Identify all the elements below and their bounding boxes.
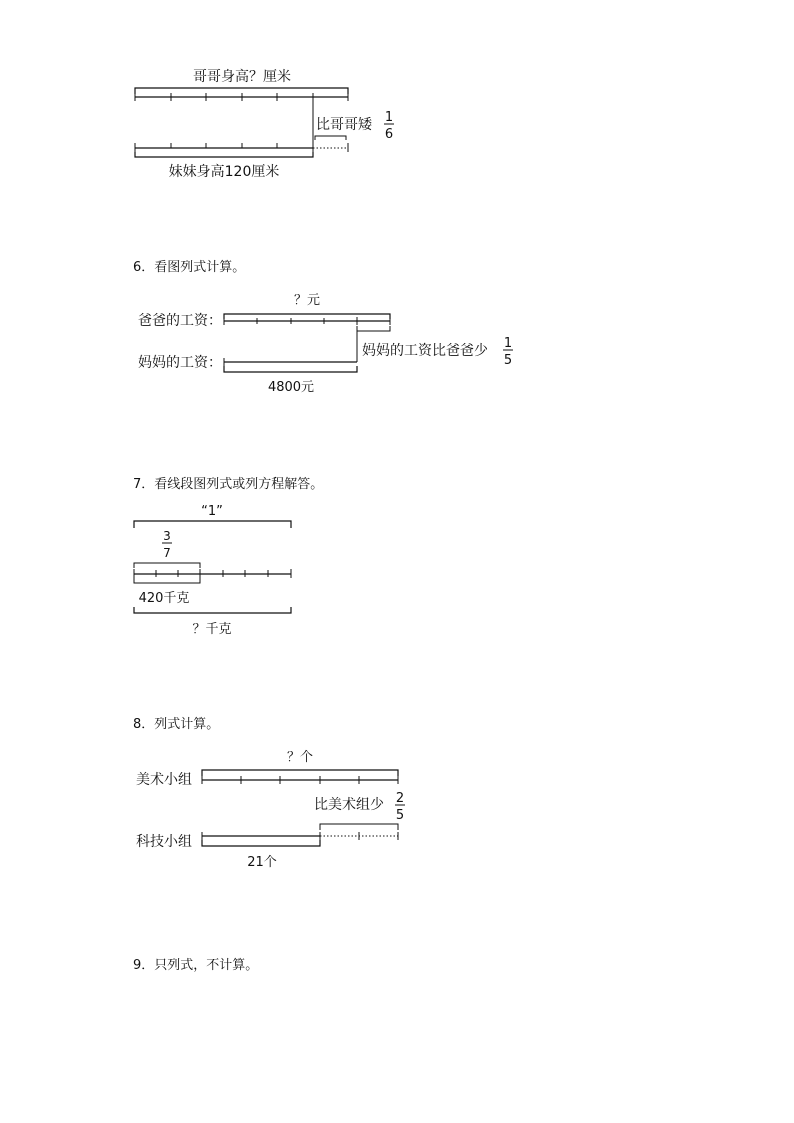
- question-7-diagram: [134, 504, 291, 637]
- q6-frac-numerator: 1: [503, 336, 513, 351]
- q8-side-label: 比美术组少: [314, 797, 384, 813]
- question-6-diagram: [138, 293, 513, 395]
- q6-row2-label: 妈妈的工资：: [138, 355, 222, 371]
- q6-top-brace: [224, 314, 390, 319]
- q8-bottom-label: 21个: [247, 855, 277, 870]
- q8-top-label: ？个: [286, 750, 314, 765]
- question-8-heading: 8．列式计算。: [133, 717, 220, 732]
- q6-bottom-brace: [224, 366, 357, 372]
- q7-bottom-label: ？千克: [192, 622, 232, 637]
- fig5-top-label: 哥哥身高？厘米: [193, 69, 291, 85]
- q8-difference-brace: [320, 824, 398, 830]
- q8-frac-numerator: 2: [395, 791, 405, 806]
- q7-top-label: “1”: [201, 504, 223, 519]
- question-9-heading: 9．只列式，不计算。: [133, 958, 259, 973]
- q6-row1-label: 爸爸的工资：: [138, 313, 222, 329]
- fig5-bottom-label: 妹妹身高120厘米: [168, 164, 280, 180]
- q7-part-top-brace: [134, 563, 200, 568]
- figure-5-diagram: [135, 68, 394, 180]
- q8-row2-label: 科技小组: [136, 834, 192, 850]
- fig5-frac-denominator: 6: [384, 127, 394, 142]
- q6-side-label: 妈妈的工资比爸爸少: [362, 343, 488, 359]
- q7-part-bottom-brace: [134, 578, 200, 583]
- q6-bottom-label: 4800元: [267, 380, 315, 395]
- q7-frac-numerator: 3: [163, 529, 171, 543]
- question-7-heading: 7．看线段图列式或列方程解答。: [133, 477, 324, 492]
- fig5-difference-brace: [315, 136, 346, 140]
- q8-frac-denominator: 5: [395, 808, 405, 823]
- fig5-side-label: 比哥哥矮: [316, 117, 372, 133]
- q8-row1-label: 美术小组: [136, 772, 192, 788]
- question-6-heading: 6．看图列式计算。: [133, 260, 246, 275]
- question-8-diagram: [136, 750, 405, 870]
- q6-top-label: ？元: [293, 293, 321, 308]
- q7-part-label: 420千克: [138, 591, 190, 606]
- fig5-bottom-brace: [135, 152, 313, 157]
- q7-frac-denominator: 7: [163, 546, 171, 560]
- fig5-frac-numerator: 1: [384, 110, 394, 125]
- q6-frac-denominator: 5: [503, 353, 513, 368]
- q7-bottom-brace: [134, 607, 291, 613]
- q8-bottom-brace: [202, 840, 320, 846]
- q6-difference-brace: [357, 326, 390, 331]
- q7-top-brace: [134, 521, 291, 528]
- q8-top-brace: [202, 770, 398, 776]
